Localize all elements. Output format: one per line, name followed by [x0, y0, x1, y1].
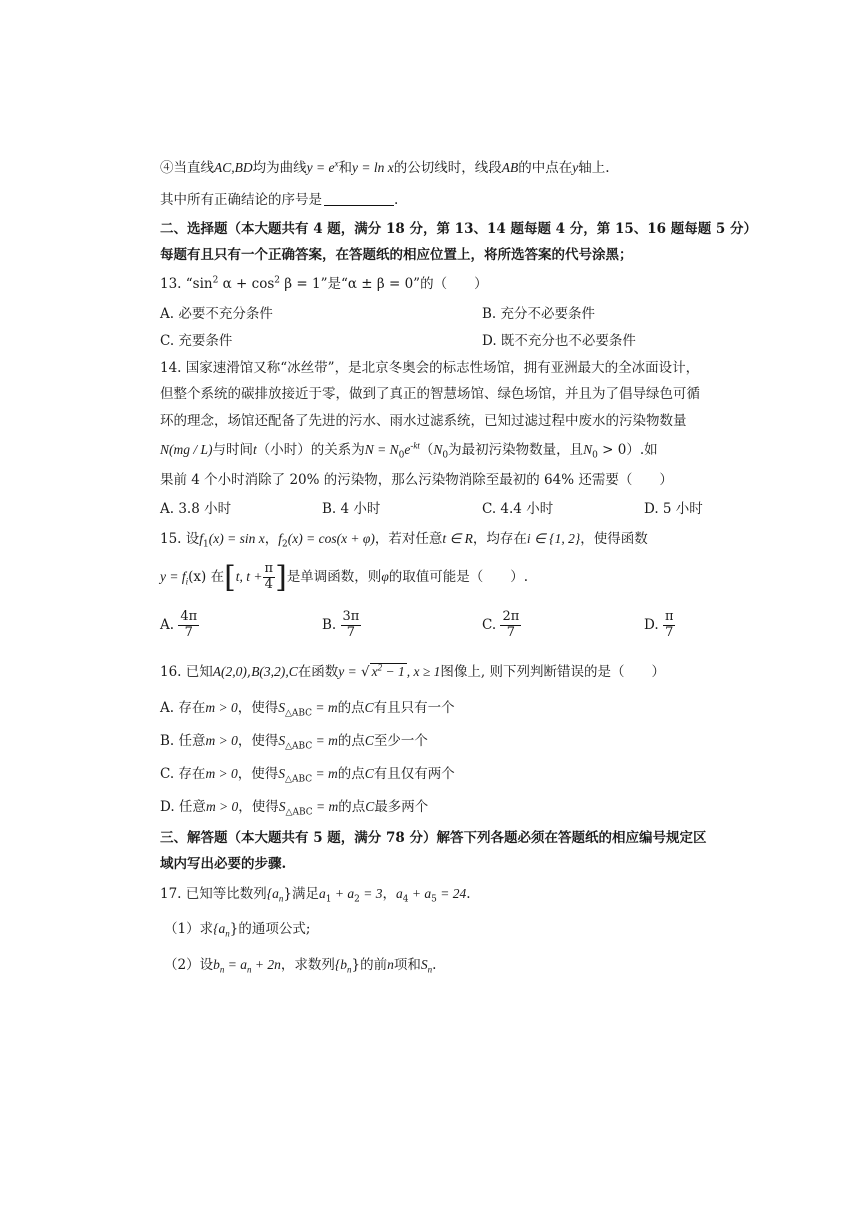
q16-cond: , x ≥ 1	[406, 664, 441, 679]
q17-p1-sub: n	[225, 928, 230, 939]
q17-seq-sub: n	[278, 893, 284, 904]
q16-od-m: m > 0	[205, 799, 239, 814]
q16-oc-pt: C	[364, 766, 374, 781]
q15-option-b-frac	[341, 610, 362, 641]
q16-ob-eq: = m	[312, 733, 338, 748]
q15-line2	[160, 560, 528, 595]
q15-b-num: 3π	[342, 609, 360, 624]
q15-f1-sub: 1	[203, 539, 209, 550]
q16-oa-ssub: △ABC	[284, 708, 313, 719]
q15-d-den: 7	[665, 624, 674, 640]
q15-interval-num: π	[264, 561, 274, 577]
q16-point-c: ,C	[285, 664, 298, 679]
q16-od-c: 的点	[338, 799, 366, 815]
q15-d-num: π	[664, 609, 674, 624]
q17-p2-def-sub2: n	[246, 964, 252, 975]
q16-point-b: B(3,2)	[251, 664, 286, 679]
q17-seq-end: }	[283, 886, 293, 902]
q14-option-a[interactable]: A. 3.8 小时	[160, 501, 232, 517]
q12-text4: 的中点在	[518, 160, 573, 176]
q17-p2-seq: {b	[334, 957, 347, 972]
q13-sup2: 2	[274, 275, 280, 286]
q17-p2-def: b	[213, 957, 220, 972]
q14-l4c: （小时）的关系为	[256, 442, 365, 458]
q14-sub0: 0	[398, 450, 405, 461]
interval-right-bracket: ]	[275, 560, 287, 595]
section3-title-line1: 三、解答题（本大题共有 5 题，满分 78 分）解答下列各题必须在答题纸的相应编号规定区	[160, 830, 707, 846]
q14-l4f: > 0）.如	[597, 442, 658, 458]
q13-sup1: 2	[212, 275, 219, 286]
q17-p2-end: .	[432, 957, 437, 973]
q16-od-ssub: △ABC	[285, 807, 313, 818]
q17-a: 17. 已知等比数列	[160, 886, 267, 902]
q13-option-d[interactable]: D. 既不充分也不必要条件	[482, 333, 636, 349]
q16-oa-eq: = m	[312, 700, 338, 715]
q14-line1: 14. 国家速滑馆又称“冰丝带”，是北京冬奥会的标志性场馆，拥有亚洲最大的全冰面设计，	[160, 360, 700, 376]
q15-i-in: i ∈ {1, 2}	[526, 531, 581, 546]
q15-l2d: 的取值可能是（ ）.	[388, 569, 529, 585]
q17-sep: ，	[382, 886, 396, 902]
q13-stem-c: β = 1”是“α ± β = 0”的（ ）	[280, 276, 488, 292]
q15-f1: f	[199, 531, 204, 546]
q17-eq2-m: + a	[408, 886, 432, 901]
q17-eq2-r: = 24	[436, 886, 467, 901]
q14-n0-sub: 0	[442, 450, 449, 461]
q13-stem	[160, 272, 488, 292]
q17-p2-def-sub: n	[219, 964, 225, 975]
q16-c: 图像上, 则下列判断错误的是（ ）	[440, 664, 665, 680]
q17-eq1-r: = 3	[359, 886, 383, 901]
q14-l4b: 与时间	[212, 442, 254, 458]
q14-l4e: 为最初污染物数量，且	[448, 442, 584, 458]
q13-option-b[interactable]: B. 充分不必要条件	[482, 306, 596, 322]
q16-oc-a: C. 存在	[160, 766, 206, 782]
q14-exp: -kt	[410, 440, 420, 451]
q16-oc-eq: = m	[312, 766, 338, 781]
q12-text3: 的公切线时，线段	[393, 160, 502, 176]
q15-l1b: ，若对任意	[374, 531, 443, 547]
q14-formula: N = N	[364, 442, 399, 457]
q12-prompt	[160, 188, 398, 208]
q15-f1-def: (x) = sin x	[208, 531, 265, 546]
q16-oc-m: m > 0	[205, 766, 238, 781]
q12-prompt-text: 其中所有正确结论的序号是	[160, 192, 322, 208]
q15-a-num: 4π	[180, 609, 198, 624]
q15-option-b[interactable]	[322, 610, 361, 641]
q16-comma: ,	[246, 664, 252, 680]
q14-option-c[interactable]: C. 4.4 小时	[482, 501, 554, 517]
q17-eq2-s2: 5	[431, 894, 437, 905]
q15-l2a: y = f	[160, 569, 186, 584]
q17-p1-end: }	[229, 921, 239, 937]
q13-option-a[interactable]: A. 必要不充分条件	[160, 306, 273, 322]
q17-end: .	[466, 886, 471, 902]
q17-p1-a: （1）求	[164, 921, 214, 937]
q12-text5: 轴上.	[578, 160, 610, 176]
interval-left-bracket: [	[224, 560, 236, 595]
q16-sqrt	[370, 663, 407, 679]
q15-l1a: 15. 设	[160, 531, 200, 547]
q17-eq1-m: + a	[331, 886, 355, 901]
q16-oa-b: ，使得	[237, 700, 279, 716]
q17-p2-def-tail: + 2n	[251, 957, 281, 972]
q16-od-a: D. 任意	[160, 799, 206, 815]
q16-func: y =	[338, 664, 357, 679]
q17-p2-def-r: = a	[224, 957, 247, 972]
q14-unit: N(mg / L)	[160, 442, 213, 457]
q15-interval-den: 4	[264, 577, 273, 592]
q16-option-d[interactable]	[160, 795, 428, 818]
q16-od-pt: C	[365, 799, 375, 814]
q17-eq1-s1: 1	[325, 894, 332, 905]
q15-a-den: 7	[184, 624, 193, 640]
section2-title-line2: 每题有且只有一个正确答案，在答题纸的相应位置上，将所选答案的代号涂黑；	[160, 247, 633, 263]
q14-t: t	[253, 442, 257, 457]
q15-l2c: 是单调函数，则	[286, 569, 382, 585]
q15-b-den: 7	[346, 624, 356, 640]
q16-od-eq: = m	[312, 799, 339, 814]
q17-eq2: a	[395, 886, 403, 901]
q17-eq1-s2: 2	[354, 894, 360, 905]
q16-oa-pt: C	[364, 700, 374, 715]
q12-item4	[160, 156, 610, 176]
q15-interval-frac	[263, 562, 276, 593]
q12-prompt-end: .	[394, 192, 399, 208]
q15-sep: ，	[264, 531, 279, 547]
q15-option-d[interactable]	[644, 610, 675, 641]
q15-option-c-label: C.	[482, 616, 497, 633]
q17-p1-seq: {a	[213, 921, 226, 936]
q14-n0b: N	[583, 442, 593, 457]
q15-l1c: ，均存在	[472, 531, 527, 547]
q16-oc-b: ，使得	[237, 766, 279, 782]
q12-curve2: y = ln x	[351, 160, 394, 175]
q17-p2-s: S	[420, 957, 428, 972]
q12-axis: y	[572, 160, 579, 175]
q12-text2: 和	[338, 160, 352, 176]
q15-option-d-frac	[663, 610, 676, 641]
q17-p2-d: 项和	[393, 957, 421, 973]
q15-l1d: ，使得函数	[580, 531, 648, 547]
q14-line5: 果前 4 个小时消除了 20% 的污染物，那么污染物消除至最初的 64% 还需要（ ）	[160, 472, 673, 488]
q15-option-c-frac	[500, 610, 521, 641]
q14-option-b[interactable]: B. 4 小时	[322, 501, 381, 517]
q16-stem: 16. 已知A(2,0),B(3,2),C在函数y = √ $x^2 - 1$ , x ≥ 1图像上, 则下列判断错误的是（ ）	[160, 662, 665, 680]
q16-point-a: A(2,0)	[212, 664, 247, 679]
q15-l2-sub: i	[185, 576, 189, 587]
q15-f2: f	[278, 531, 282, 546]
q17-eq1: a	[319, 886, 326, 901]
q14-e: e	[404, 442, 411, 457]
q15-t-in: t ∈ R	[442, 531, 473, 546]
q17-p2-a: （2）设	[164, 957, 214, 973]
q16-oc-s: S	[278, 766, 286, 781]
q17-stem	[160, 882, 471, 905]
q14-n0: N	[433, 442, 443, 457]
q15-c-num: 2π	[502, 609, 520, 624]
q15-phi: φ	[381, 569, 389, 584]
q17-p2-b: ，求数列	[280, 957, 335, 973]
q16-ob-m: m > 0	[205, 733, 238, 748]
q13-option-c[interactable]: C. 充要条件	[160, 333, 233, 349]
q16-ob-s: S	[278, 733, 286, 748]
q15-option-a-frac	[178, 610, 199, 641]
q17-p2-s-sub: n	[427, 964, 433, 975]
q15-option-b-label: B.	[322, 616, 337, 633]
q14-line2: 但整个系统的碳排放接近于零，做到了真正的智慧场馆、绿色场馆，并且为了倡导绿色可循	[160, 386, 700, 402]
q16-oc-ssub: △ABC	[285, 774, 313, 785]
q12-curve1-exp: x	[334, 158, 339, 169]
q14-line4	[160, 438, 658, 461]
q15-f2-def: (x) = cos(x + φ)	[287, 531, 375, 546]
q16-oa-d: 有且只有一个	[373, 700, 455, 716]
q15-line1	[160, 527, 648, 550]
q16-oa-a: A. 存在	[160, 700, 206, 716]
q16-ob-b: ，使得	[237, 733, 279, 749]
q15-option-d-label: D.	[644, 616, 659, 633]
q17-eq2-s1: 4	[402, 894, 409, 905]
q14-line3: 环的理念，场馆还配备了先进的污水、雨水过滤系统，已知过滤过程中废水的污染物数量	[160, 413, 687, 429]
q12-segment: AB	[501, 160, 519, 175]
q16-a: 16. 已知	[160, 664, 213, 680]
q16-ob-pt: C	[364, 733, 374, 748]
q13-stem-a: 13. “sin	[160, 276, 213, 292]
q15-option-a[interactable]	[160, 610, 199, 641]
q15-option-c[interactable]	[482, 610, 521, 641]
q14-option-d[interactable]: D. 5 小时	[644, 501, 703, 517]
q16-ob-c: 的点	[337, 733, 365, 749]
q16-b: 在函数	[297, 664, 339, 680]
q15-f2-sub: 2	[282, 539, 288, 550]
q16-option-a[interactable]	[160, 696, 455, 719]
q16-option-c[interactable]	[160, 762, 455, 785]
q16-ob-ssub: △ABC	[285, 741, 313, 752]
q12-lines: AC,BD	[214, 160, 253, 175]
q16-sqrt-tail: − 1	[382, 664, 405, 679]
q16-ob-a: B. 任意	[160, 733, 206, 749]
q15-c-den: 7	[506, 624, 515, 640]
q12-item4-marker: ④当直线	[160, 160, 214, 176]
q16-oa-s: S	[278, 700, 285, 715]
answer-blank[interactable]	[324, 205, 394, 206]
q16-sqrt-sup: 2	[377, 662, 383, 673]
q13-stem-b: α + cos	[218, 276, 275, 292]
q15-l2b: (x) 在	[188, 569, 225, 585]
q17-seq: {a	[266, 886, 279, 901]
q12-text1: 均为曲线	[252, 160, 307, 176]
q16-oc-c: 的点	[337, 766, 365, 782]
q17-p2-n: n	[387, 957, 394, 972]
q16-od-s: S	[278, 799, 286, 814]
q17-part1	[164, 917, 310, 939]
q16-oc-d: 有且仅有两个	[373, 766, 455, 782]
q16-oa-m: m > 0	[205, 700, 238, 715]
q17-p1-b: 的通项公式;	[238, 921, 311, 937]
q16-option-b[interactable]	[160, 729, 428, 752]
q16-od-d: 最多两个	[374, 799, 429, 815]
q17-p2-seq-sub: n	[347, 964, 352, 975]
section2-title-line1: 二、选择题（本大题共有 4 题，满分 18 分，第 13、14 题每题 4 分，第 15、16 题每题 5 分）	[160, 221, 758, 237]
q17-b: 满足	[292, 886, 320, 902]
q16-ob-d: 至少一个	[373, 733, 428, 749]
q17-p2-seq-end: }	[351, 957, 361, 973]
q16-oa-c: 的点	[337, 700, 365, 716]
q16-sqrt-x: x	[371, 664, 378, 679]
q14-l4d: （	[419, 442, 434, 458]
q14-n0b-sub: 0	[592, 450, 598, 461]
q12-curve1: y = e	[306, 160, 335, 175]
q15-interval: t, t +	[235, 569, 263, 584]
section3-title-line2: 域内写出必要的步骤.	[160, 856, 287, 872]
q17-part2	[164, 953, 436, 975]
q17-p2-c: 的前	[360, 957, 388, 973]
q16-od-b: ，使得	[238, 799, 279, 815]
q15-option-a-label: A.	[160, 616, 175, 633]
